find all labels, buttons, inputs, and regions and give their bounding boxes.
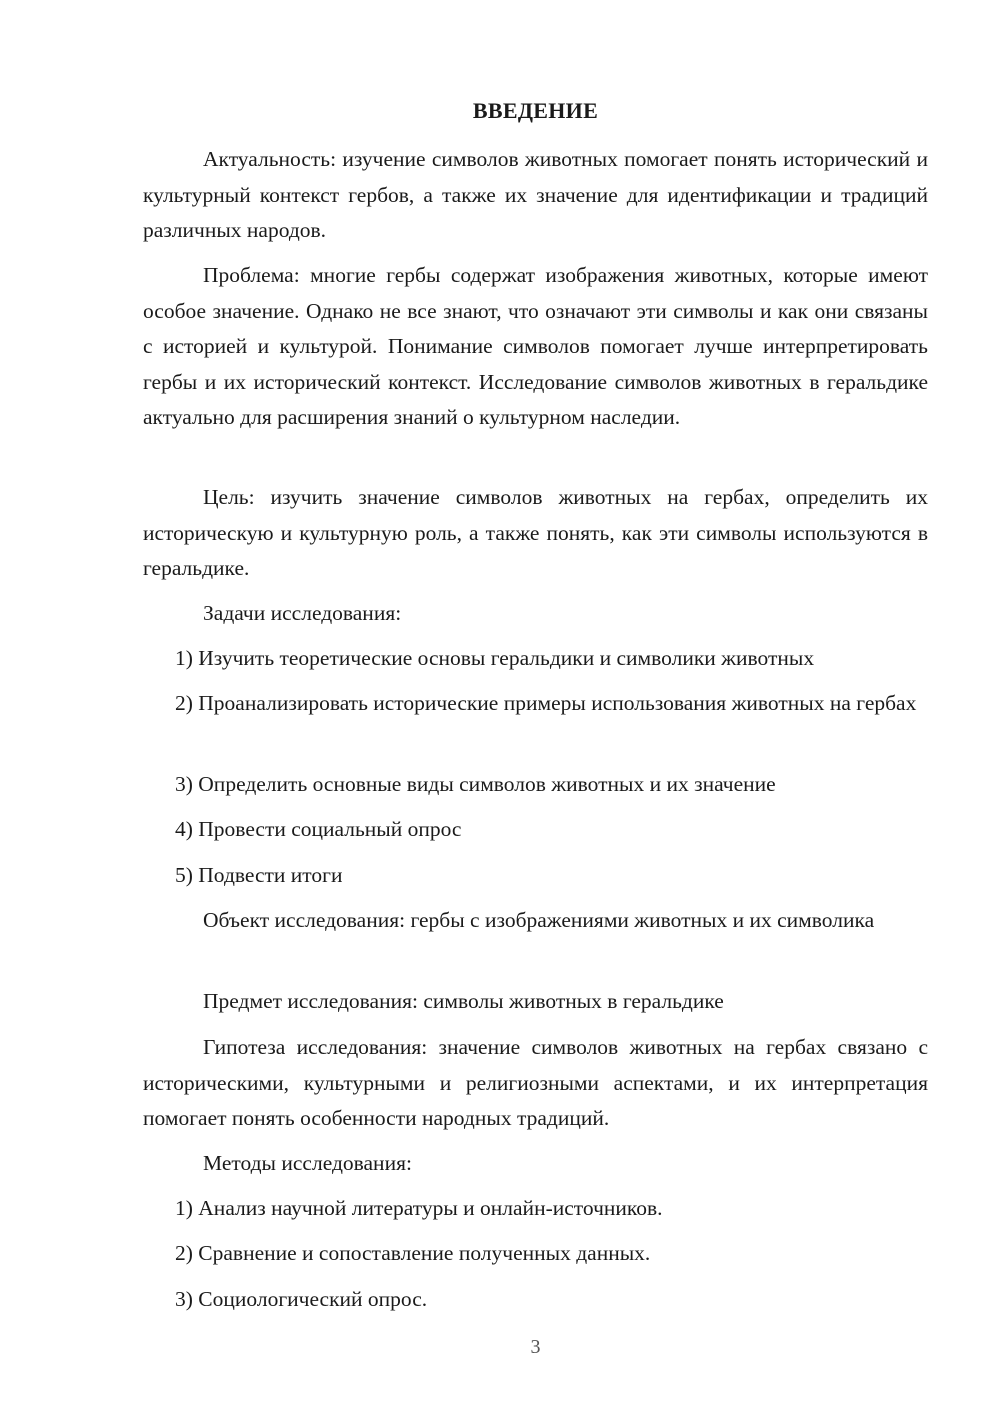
list-item-task-4: 4) Провести социальный опрос [175, 817, 462, 841]
paragraph-hypothesis: Гипотеза исследования: значение символов животных на гербах связано с историческими, культурными и религиозными аспектами, и их интерпретация помогает понять особенности народных традиций. [143, 1035, 928, 1130]
paragraph-methods-heading: Методы исследования: [203, 1151, 412, 1175]
page-title: ВВЕДЕНИЕ [472, 98, 599, 123]
page-number: 3 [530, 1336, 541, 1358]
list-item-task-3: 3) Определить основные виды символов животных и их значение [175, 772, 776, 796]
list-item-method-1: 1) Анализ научной литературы и онлайн-источников. [175, 1196, 663, 1220]
list-item-method-3: 3) Социологический опрос. [175, 1287, 428, 1311]
paragraph-subject: Предмет исследования: символы животных в геральдике [203, 989, 724, 1013]
list-item-task-2: 2) Проанализировать исторические примеры использования животных на гербах [175, 691, 917, 715]
paragraph-relevance: Актуальность: изучение символов животных помогает понять исторический и культурный контекст гербов, а также их значение для идентификации и традиций различных народов. [143, 147, 928, 242]
paragraph-object: Объект исследования: гербы с изображениями животных и их символика [203, 908, 875, 932]
paragraph-tasks-heading: Задачи исследования: [203, 601, 402, 625]
list-item-method-2: 2) Сравнение и сопоставление полученных данных. [175, 1241, 651, 1265]
list-item-task-5: 5) Подвести итоги [175, 863, 343, 887]
paragraph-goal: Цель: изучить значение символов животных на гербах, определить их историческую и культурную роль, а также понять, как эти символы используются в геральдике. [143, 485, 928, 580]
list-item-task-1: 1) Изучить теоретические основы геральдики и символики животных [175, 646, 815, 670]
paragraph-problem: Проблема: многие гербы содержат изображения животных, которые имеют особое значение. Однако не все знают, что означают эти символы и как они связаны с историей и культурой. Понимание символов помогает лучше интерпретировать гербы и их исторический контекст. Исследование символов животных в геральдике актуально для расширения знаний о культурном наследии. [143, 263, 928, 429]
